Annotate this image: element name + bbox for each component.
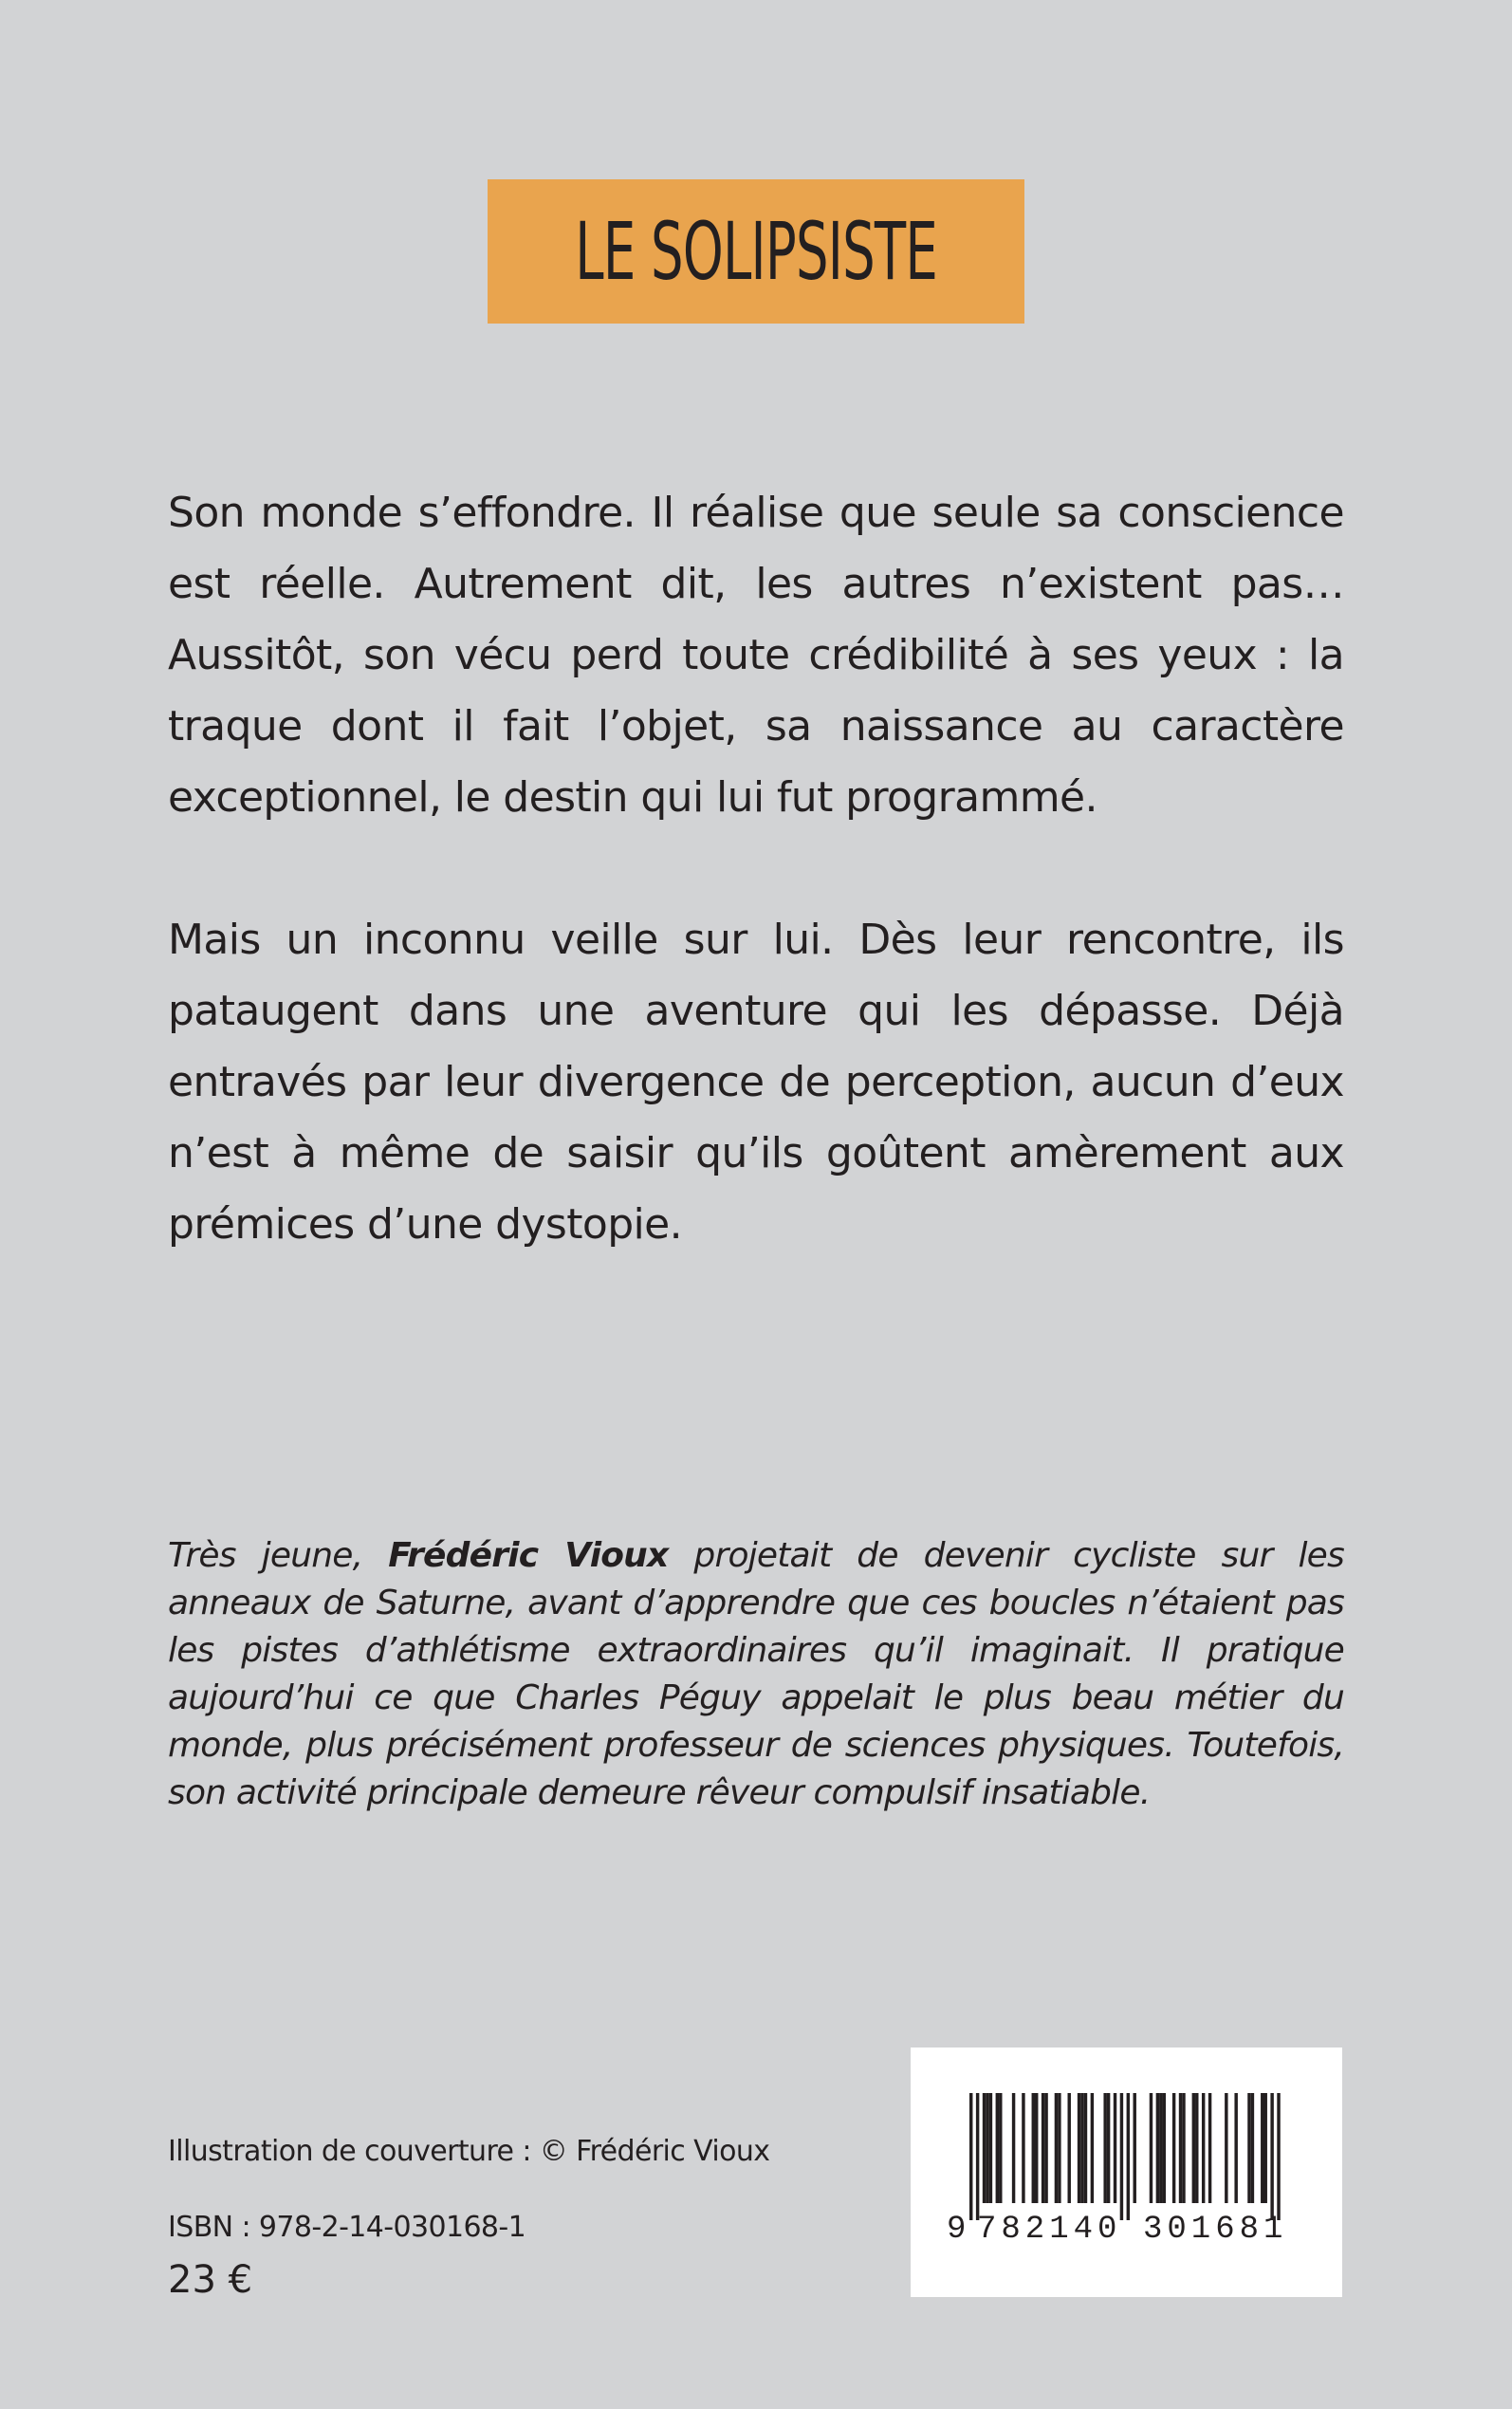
barcode-bar (1055, 2093, 1058, 2203)
blurb-paragraph-2: Mais un inconnu veille sur lui. Dès leur rencontre, ils pataugent dans une aventure qui les dépasse. Déjà entravés par leur divergence de perception, aucun d’eux n’est à même de saisir qu’ils goûtent amèrement aux prémices d’une dystopie. (168, 916, 1344, 1249)
barcode-bar (983, 2093, 986, 2203)
barcode-bar (1234, 2093, 1237, 2203)
barcode-bar (1163, 2093, 1166, 2203)
barcode-bar (989, 2093, 992, 2203)
barcode-bar (1182, 2093, 1185, 2203)
barcode-bar (1120, 2093, 1123, 2220)
barcode-bar (1247, 2093, 1250, 2203)
barcode-bars (969, 2093, 1281, 2220)
barcode-bar (1134, 2093, 1136, 2203)
barcode-bar (1080, 2093, 1083, 2203)
barcode-bar (1179, 2093, 1182, 2203)
isbn: ISBN : 978-2-14-030168-1 (168, 2211, 526, 2244)
barcode-digits-left: 782140 (977, 2212, 1122, 2248)
barcode-bar (969, 2093, 972, 2220)
price: 23 € (168, 2258, 253, 2302)
barcode-bar (1022, 2093, 1024, 2203)
barcode-bar (999, 2093, 1002, 2203)
barcode-bar (1270, 2093, 1273, 2220)
barcode-bar (1042, 2093, 1044, 2203)
barcode-bar (996, 2093, 999, 2203)
barcode-bar (1035, 2093, 1038, 2203)
barcode-bar (1044, 2093, 1047, 2203)
barcode-bar (1192, 2093, 1195, 2203)
barcode-bar (1172, 2093, 1175, 2203)
barcode-bar (1159, 2093, 1162, 2203)
barcode-panel (911, 2048, 1342, 2297)
author-name: Frédéric Vioux (388, 1536, 669, 1575)
barcode-bar (1107, 2093, 1110, 2203)
barcode-bar (986, 2093, 988, 2203)
author-bio (168, 1532, 1344, 1817)
barcode-digits-right: 301681 (1143, 2212, 1288, 2248)
barcode-bar (1068, 2093, 1071, 2203)
barcode-bar (1084, 2093, 1087, 2203)
barcode-bar (1127, 2093, 1130, 2220)
barcode-bar (1114, 2093, 1116, 2203)
barcode-bar (1156, 2093, 1159, 2203)
barcode-bar (1150, 2093, 1152, 2203)
bio-text: projetait de devenir cycliste sur les anneaux de Saturne, avant d’apprendre que ces boucles n’étaient pas les pistes d’athlétisme extraordinaires qu’il imaginait. Il pratique aujourd’hui ce que Charles Péguy appelait le plus beau métier du monde, plus précisément professeur de sciences physiques. Toutefois, son activité principale demeure rêveur compulsif insatiable. (168, 1536, 1344, 1812)
barcode-bar (1078, 2093, 1080, 2203)
barcode-bar (1225, 2093, 1227, 2203)
blurb-paragraph-1: Son monde s’effondre. Il réalise que seule sa conscience est réelle. Autrement dit, les autres n’existent pas… Aussitôt, son vécu perd toute crédibilité à ses yeux : la traque dont il fait l’objet, sa naissance au caractère exceptionnel, le destin qui lui fut programmé. (168, 489, 1344, 822)
barcode-bar (1261, 2093, 1263, 2203)
barcode-bar (1103, 2093, 1106, 2203)
illustration-credit: Illustration de couverture : © Frédéric Vioux (168, 2135, 770, 2168)
barcode-bar (1195, 2093, 1198, 2203)
barcode-bar (976, 2093, 979, 2220)
barcode-bar (1091, 2093, 1094, 2203)
bio-intro: Très jeune, (168, 1536, 363, 1575)
barcode (911, 2048, 1342, 2297)
barcode-bar (1058, 2093, 1060, 2203)
book-title: LE SOLIPSISTE (575, 205, 937, 298)
barcode-bar (1208, 2093, 1211, 2203)
barcode-bar (1251, 2093, 1254, 2203)
barcode-bar (1032, 2093, 1035, 2203)
barcode-bar (1202, 2093, 1205, 2203)
barcode-bar (1277, 2093, 1280, 2220)
title-banner (488, 179, 1024, 324)
barcode-bar (1264, 2093, 1267, 2203)
barcode-bar (1012, 2093, 1015, 2203)
barcode-first-digit: 9 (947, 2212, 967, 2248)
